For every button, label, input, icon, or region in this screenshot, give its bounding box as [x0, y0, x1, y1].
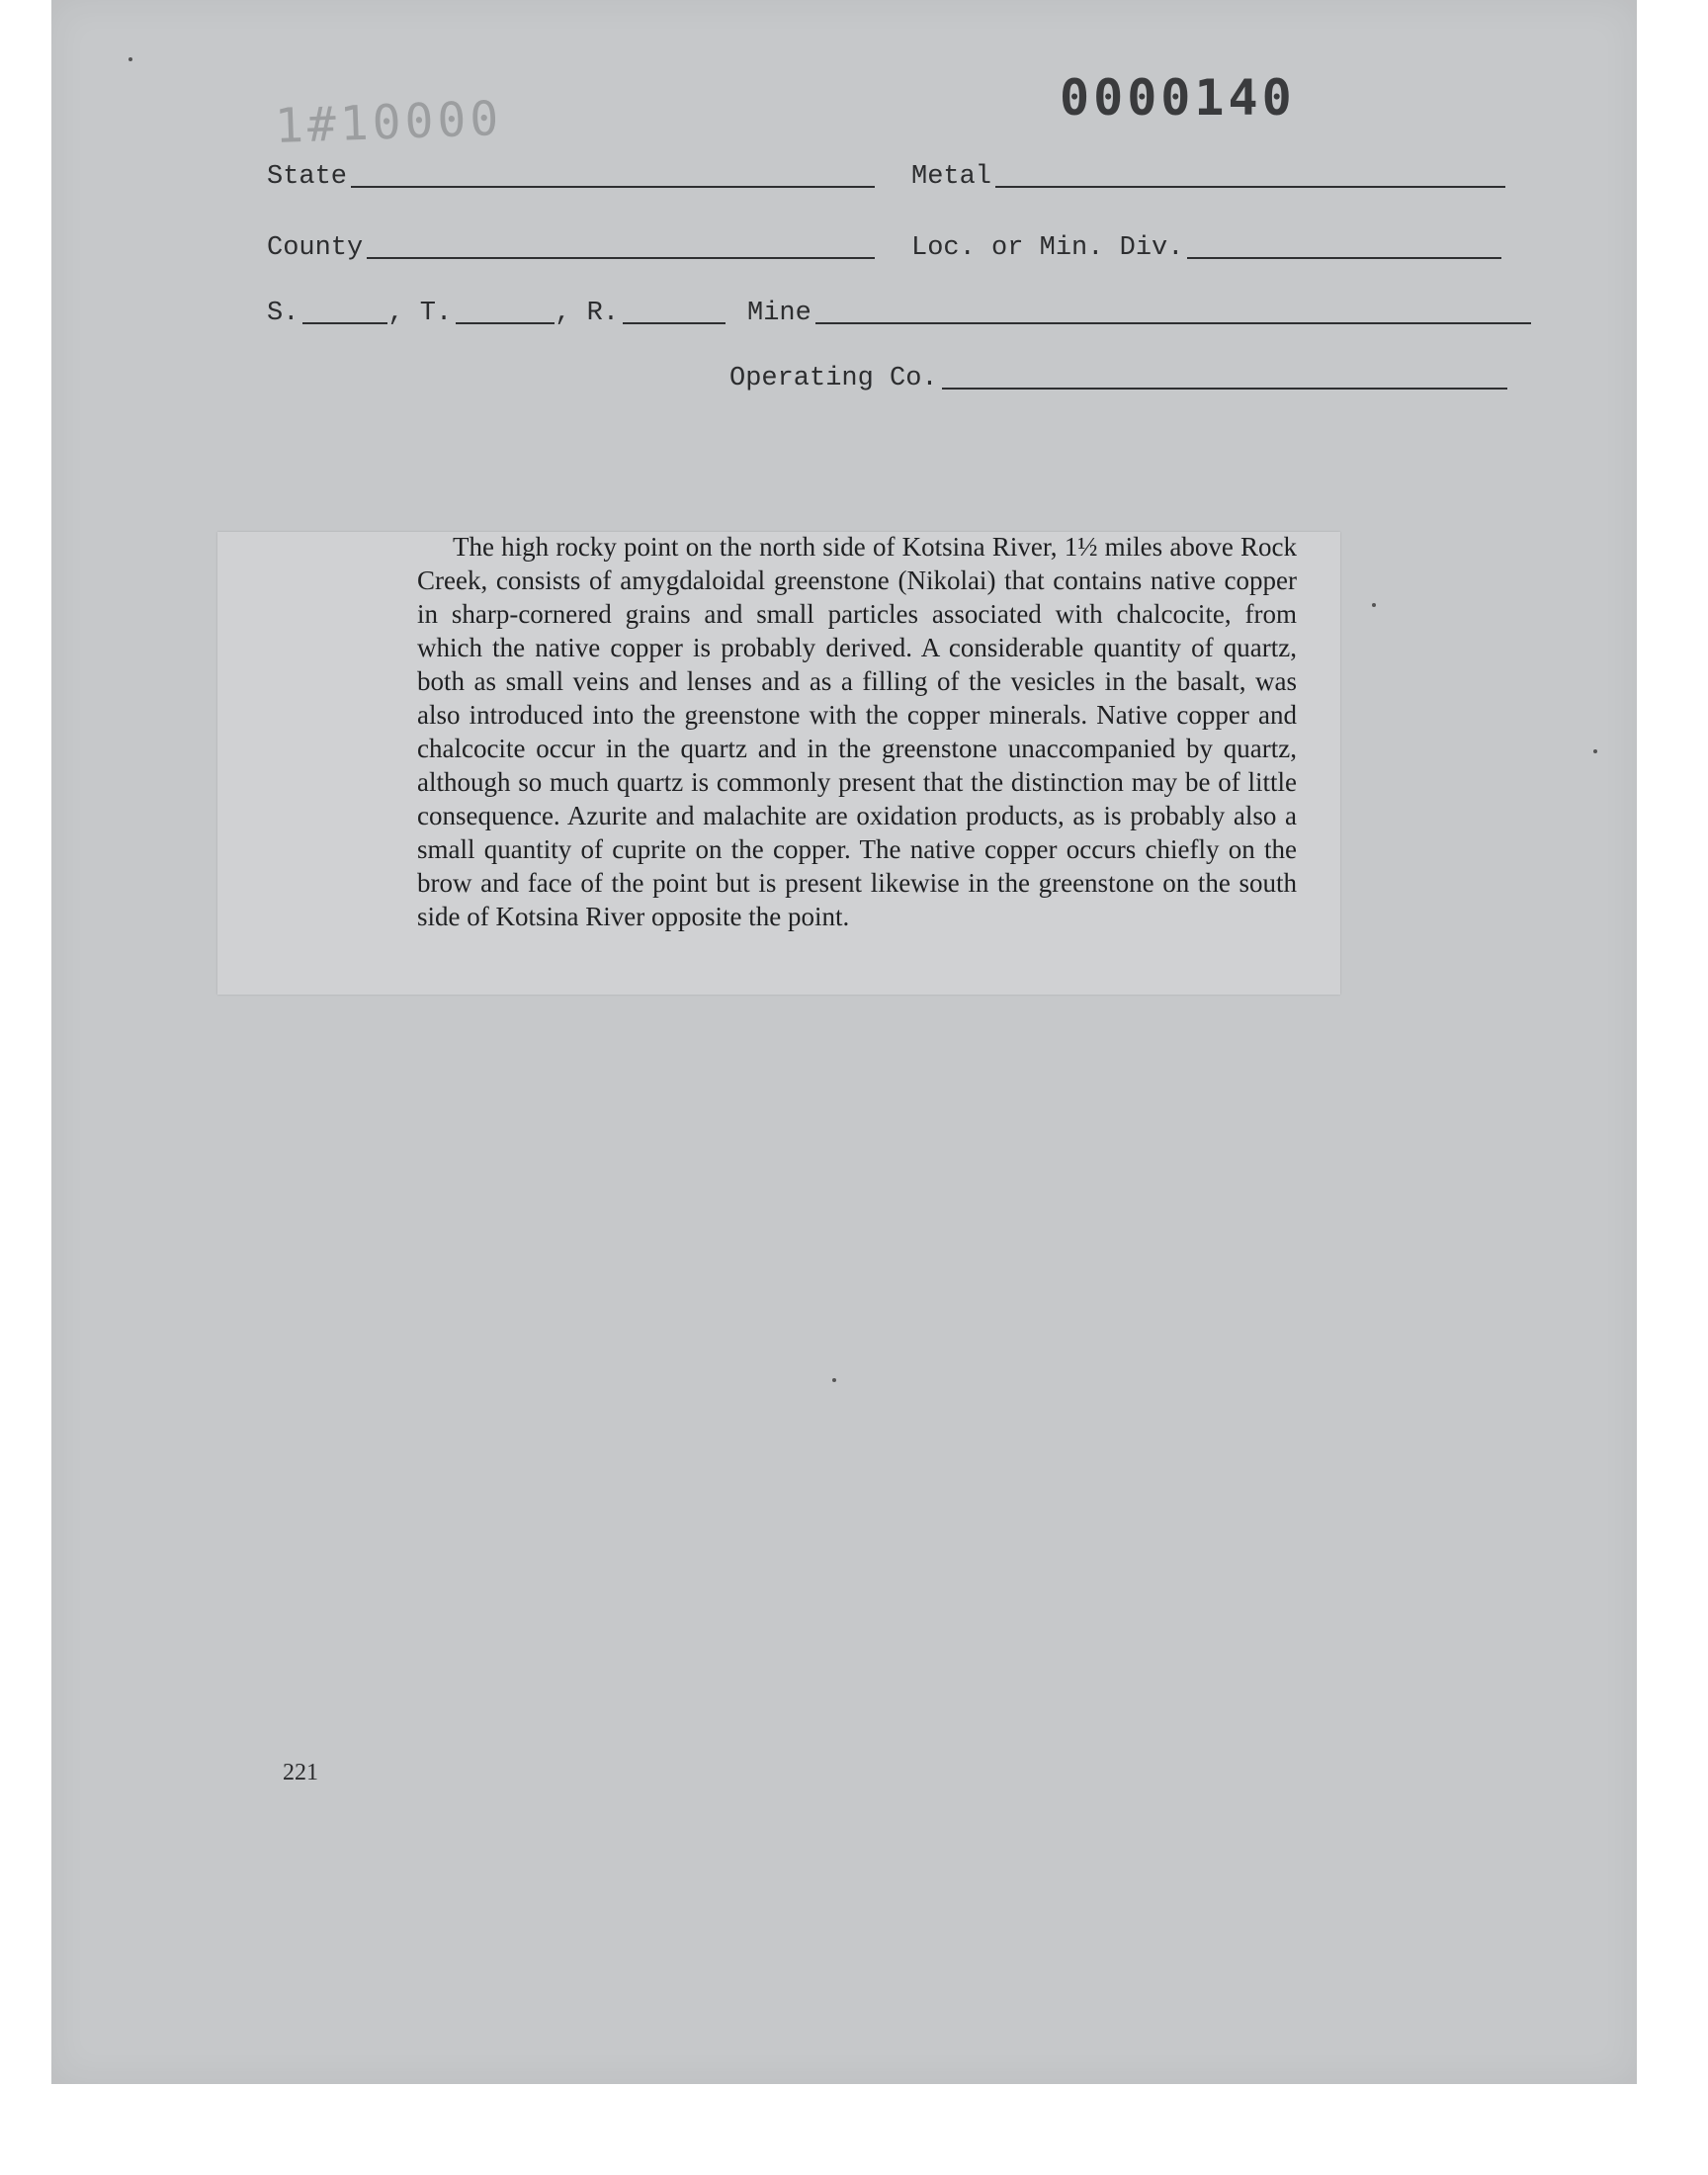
county-field — [267, 233, 875, 263]
document-number-stamp: 0000140 — [1060, 69, 1296, 127]
s-label: S. — [267, 299, 299, 328]
county-line — [367, 257, 875, 259]
operating-co-label: Operating Co. — [729, 364, 938, 393]
s-line — [302, 322, 387, 324]
metal-field — [911, 162, 1505, 192]
dust-speck — [1372, 603, 1376, 607]
dust-speck — [128, 57, 132, 61]
county-label: County — [267, 233, 364, 263]
loc-label: Loc. or Min. Div. — [911, 233, 1184, 263]
state-label: State — [267, 162, 348, 192]
clipping-text: The high rocky point on the north side of Kotsina River, 1½ miles above Rock Creek, consists of amygdaloidal greenstone (Nikolai) that contains native copper in sharp-cornered grains and small particles associated with chalcocite, from which the native copper is probably derived. A considerable quantity of quartz, both as small veins and lenses and as a filling of the vesicles in the basalt, was also introduced into the greenstone with the copper minerals. Native copper and chalcocite occur in the quartz and in the greenstone unaccompanied by quartz, although so much quartz is commonly present that the distinction may be of little consequence. Azurite and malachite are oxidation products, as is probably also a small quantity of cuprite on the copper. The native copper occurs chiefly on the brow and face of the point but is present likewise in the greenstone on the south side of Kotsina River opposite the point. — [417, 532, 1297, 931]
state-line — [351, 186, 875, 188]
t-line — [456, 322, 555, 324]
loc-line — [1187, 257, 1501, 259]
r-line — [623, 322, 726, 324]
state-field — [267, 162, 875, 192]
metal-label: Metal — [911, 162, 992, 192]
operating-co-field — [729, 364, 1507, 393]
mine-label: Mine — [747, 299, 811, 328]
dust-speck — [832, 1378, 836, 1382]
loc-field — [911, 233, 1501, 263]
section-township-range — [267, 299, 1531, 328]
operating-co-line — [942, 388, 1507, 390]
page-number: 221 — [283, 1760, 318, 1785]
mine-line — [815, 322, 1531, 324]
faded-stamp-number: 1#10000 — [274, 90, 504, 155]
dust-speck — [1593, 749, 1597, 753]
metal-line — [995, 186, 1505, 188]
r-label: , R. — [555, 299, 620, 328]
t-label: , T. — [387, 299, 453, 328]
